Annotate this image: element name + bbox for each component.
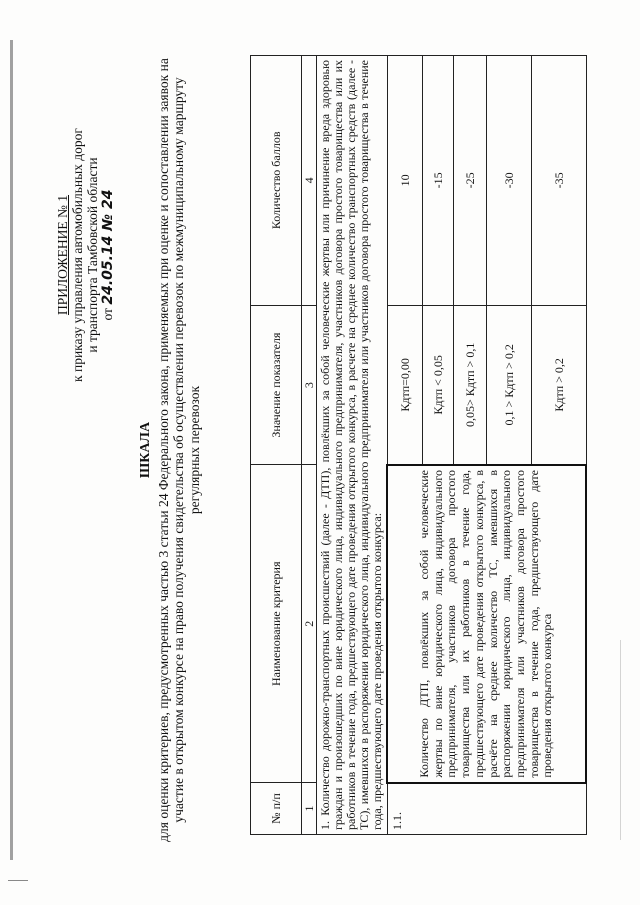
header-criterion: Наименование критерия [251, 465, 302, 783]
appendix-line1: к приказу управления автомобильных дорог [70, 128, 85, 382]
row-score: -15 [422, 56, 453, 306]
row-score: 10 [387, 56, 422, 306]
row-score: -30 [486, 56, 531, 306]
table-row [387, 56, 422, 835]
table-header-row [251, 56, 302, 835]
appendix-date-line [100, 125, 116, 385]
header-value: Значение показателя [251, 305, 302, 465]
handwritten-date-number: 24.05.14 № 24 [100, 189, 116, 305]
appendix-title: ПРИЛОЖЕНИЕ № 1 [55, 194, 70, 316]
row-score: -35 [531, 56, 586, 306]
section-text: 1. Количество дорожно-транспортных происшествий (далее - ДТП), повлёкших за собой человеческие жертвы или причинение вреда здоровью граждан и произошедших по вине юридического лица, индивидуального предпринимателя, участников договора простого товарищества или их работников в течение года, предшествующего дате проведения открытого конкурса, в расчете на среднее количество транспортных средств (далее - ТС), имевшихся в распоряжении юридического лица, индивидуального предпринимателя или участников договора простого товарищества в течение года, предшествующего дате проведения открытого конкурса: [317, 56, 388, 835]
row-criterion: Количество ДТП, повлёкших за собой человеческие жертвы по вине юридического лица, индивидуального предпринимателя, участников договора простого товарищества или их работников в течение года, предшествующего дате проведения открытого конкурса, в расчёте на среднее количество ТС, имевшихся в распоряжении юридического лица, индивидуального предпринимателя или участников договора простого товарищества в течение года, предшествующего дате проведения открытого конкурса [387, 465, 586, 783]
col-number: 2 [302, 465, 317, 783]
row-value: 0,05> Кдтп > 0,1 [453, 305, 486, 465]
header-num: № п/п [251, 783, 302, 835]
document-title [138, 55, 202, 845]
row-score: -25 [453, 56, 486, 306]
title-text: для оценки критериев, предусмотренных частью 3 статьи 24 Федерального закона, применяемых при оценке и сопоставлении заявок на участие в открытом конкурсе на право получения свидетельства об осуществлении перевозок по межмуниципальному маршруту регулярных перевозок [155, 58, 202, 842]
appendix-header [55, 125, 116, 385]
column-number-row [302, 56, 317, 835]
criteria-table [250, 55, 587, 835]
row-value: 0,1 > Кдтп > 0,2 [486, 305, 531, 465]
appendix-line2: и транспорта Тамбовской области [85, 157, 100, 353]
col-number: 1 [302, 783, 317, 835]
row-value: Кдтп < 0,05 [422, 305, 453, 465]
title-heading: ШКАЛА [138, 421, 153, 479]
section-row [317, 56, 388, 835]
date-prefix: от [100, 308, 115, 321]
row-value: Кдтп=0,00 [387, 305, 422, 465]
row-number: 1.1. [387, 783, 586, 835]
col-number: 4 [302, 56, 317, 306]
col-number: 3 [302, 305, 317, 465]
header-score: Количество баллов [251, 56, 302, 306]
row-value: Кдтп > 0,2 [531, 305, 586, 465]
